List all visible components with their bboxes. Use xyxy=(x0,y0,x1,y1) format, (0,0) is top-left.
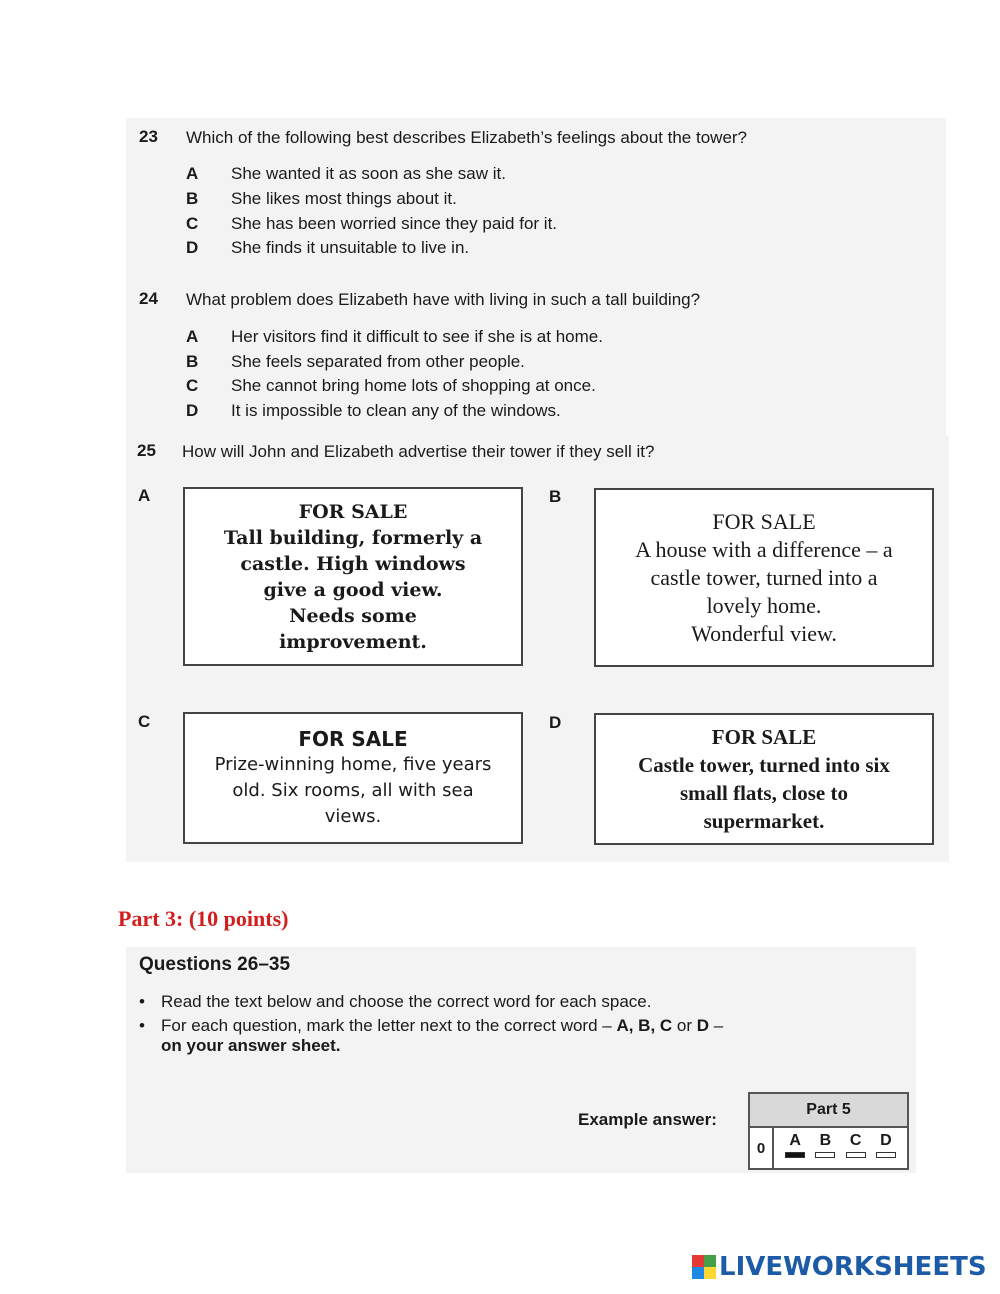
choice-letter: D xyxy=(880,1132,892,1149)
ad-line: give a good view. xyxy=(263,578,443,601)
ad-line: supermarket. xyxy=(703,809,825,833)
questions-range-title: Questions 26–35 xyxy=(139,954,291,975)
instruction-answer-sheet: on your answer sheet. xyxy=(161,1036,341,1055)
option-c[interactable] xyxy=(186,376,596,396)
ad-line: Castle tower, turned into six xyxy=(638,753,890,777)
question-text: How will John and Elizabeth advertise their tower if they sell it? xyxy=(182,442,655,461)
option-b[interactable] xyxy=(186,189,457,209)
bullet-icon: • xyxy=(139,1016,145,1035)
answer-choice-a xyxy=(785,1132,805,1170)
part3-heading: Part 3: (10 points) xyxy=(118,906,289,931)
ad-heading: FOR SALE xyxy=(711,725,817,749)
ad-c-letter[interactable]: C xyxy=(138,712,151,731)
instruction-part: or xyxy=(672,1016,697,1035)
ad-line: Needs some xyxy=(289,604,417,627)
instruction-part: – xyxy=(709,1016,724,1035)
option-b[interactable] xyxy=(186,352,525,372)
choice-mark xyxy=(846,1152,866,1158)
answer-choice-c xyxy=(846,1132,866,1170)
instruction-part: For each question, mark the letter next to the correct word – xyxy=(161,1016,617,1035)
option-letter: B xyxy=(186,352,199,371)
ad-line: Wonderful view. xyxy=(691,620,837,646)
ad-heading: FOR SALE xyxy=(298,500,408,523)
option-text: Her visitors find it difficult to see if she is at home. xyxy=(231,327,603,346)
ad-b-box[interactable] xyxy=(594,488,934,667)
logo-text: LIVEWORKSHEETS xyxy=(719,1252,987,1282)
instruction-bullet xyxy=(139,1016,723,1056)
answer-choices xyxy=(774,1128,907,1170)
ad-c-box[interactable] xyxy=(183,712,523,844)
ad-line: castle tower, turned into a xyxy=(650,564,878,590)
example-answer-label: Example answer: xyxy=(578,1110,717,1129)
logo-square xyxy=(704,1255,716,1267)
ad-line: small flats, close to xyxy=(680,781,848,805)
choice-mark xyxy=(876,1152,896,1158)
liveworksheets-logo-icon xyxy=(692,1255,716,1279)
option-letter: C xyxy=(186,376,199,395)
question-number: 23 xyxy=(139,127,158,146)
ad-line: Prize-winning home, five years xyxy=(214,754,492,775)
option-letter: C xyxy=(186,214,199,233)
example-answer-sheet xyxy=(748,1092,909,1170)
instruction-letters: A, B, C xyxy=(616,1016,673,1035)
option-text: It is impossible to clean any of the windows. xyxy=(231,401,561,420)
answer-choice-b xyxy=(815,1132,835,1170)
question-text: Which of the following best describes Elizabeth’s feelings about the tower? xyxy=(186,128,748,147)
choice-letter: C xyxy=(849,1132,862,1149)
ad-a-letter[interactable]: A xyxy=(138,486,151,505)
question-text: What problem does Elizabeth have with living in such a tall building? xyxy=(186,290,701,309)
bullet-icon: • xyxy=(139,992,145,1011)
ad-line: lovely home. xyxy=(706,592,822,618)
answer-sheet-row xyxy=(750,1128,907,1170)
option-letter: D xyxy=(186,238,199,257)
ad-line: improvement. xyxy=(279,630,427,653)
option-text: She feels separated from other people. xyxy=(231,352,525,371)
liveworksheets-logo[interactable] xyxy=(692,1252,987,1282)
choice-letter: B xyxy=(819,1132,832,1149)
question-number: 25 xyxy=(137,441,156,460)
option-a[interactable] xyxy=(186,327,603,347)
ad-line: Tall building, formerly a xyxy=(223,526,483,549)
option-letter: A xyxy=(186,327,199,346)
option-text: She likes most things about it. xyxy=(231,189,457,208)
logo-square xyxy=(704,1267,716,1279)
ad-d-letter[interactable]: D xyxy=(549,713,562,732)
option-text: She has been worried since they paid for it. xyxy=(231,214,558,233)
ad-line: castle. High windows xyxy=(240,552,466,575)
option-letter: D xyxy=(186,401,199,420)
option-letter: A xyxy=(186,164,199,183)
logo-square xyxy=(692,1267,704,1279)
choice-letter: A xyxy=(789,1132,801,1149)
ad-heading: FOR SALE xyxy=(298,727,408,751)
instruction-bullet xyxy=(139,992,651,1012)
choice-mark xyxy=(815,1152,835,1158)
answer-row-number: 0 xyxy=(750,1128,774,1170)
option-d[interactable] xyxy=(186,401,561,421)
option-c[interactable] xyxy=(186,214,557,234)
option-text: She finds it unsuitable to live in. xyxy=(231,238,470,257)
instruction-letter-d: D xyxy=(696,1016,710,1035)
answer-choice-d xyxy=(876,1132,896,1170)
ad-line: A house with a difference – a xyxy=(635,536,893,562)
ad-line: old. Six rooms, all with sea xyxy=(232,780,474,801)
option-letter: B xyxy=(186,189,199,208)
ad-b-letter[interactable]: B xyxy=(549,487,562,506)
ad-heading: FOR SALE xyxy=(712,508,816,534)
ad-a-box[interactable] xyxy=(183,487,523,666)
instruction-text xyxy=(161,1016,723,1056)
choice-mark xyxy=(785,1152,805,1158)
ad-line: views. xyxy=(324,806,382,827)
logo-square xyxy=(692,1255,704,1267)
option-text: She cannot bring home lots of shopping at once. xyxy=(231,376,596,395)
question-number: 24 xyxy=(139,289,158,308)
option-text: She wanted it as soon as she saw it. xyxy=(231,164,506,183)
option-d[interactable] xyxy=(186,238,469,258)
ad-d-box[interactable] xyxy=(594,713,934,845)
answer-sheet-part-label: Part 5 xyxy=(750,1094,907,1128)
option-a[interactable] xyxy=(186,164,506,184)
instruction-text: Read the text below and choose the correct word for each space. xyxy=(161,992,652,1011)
